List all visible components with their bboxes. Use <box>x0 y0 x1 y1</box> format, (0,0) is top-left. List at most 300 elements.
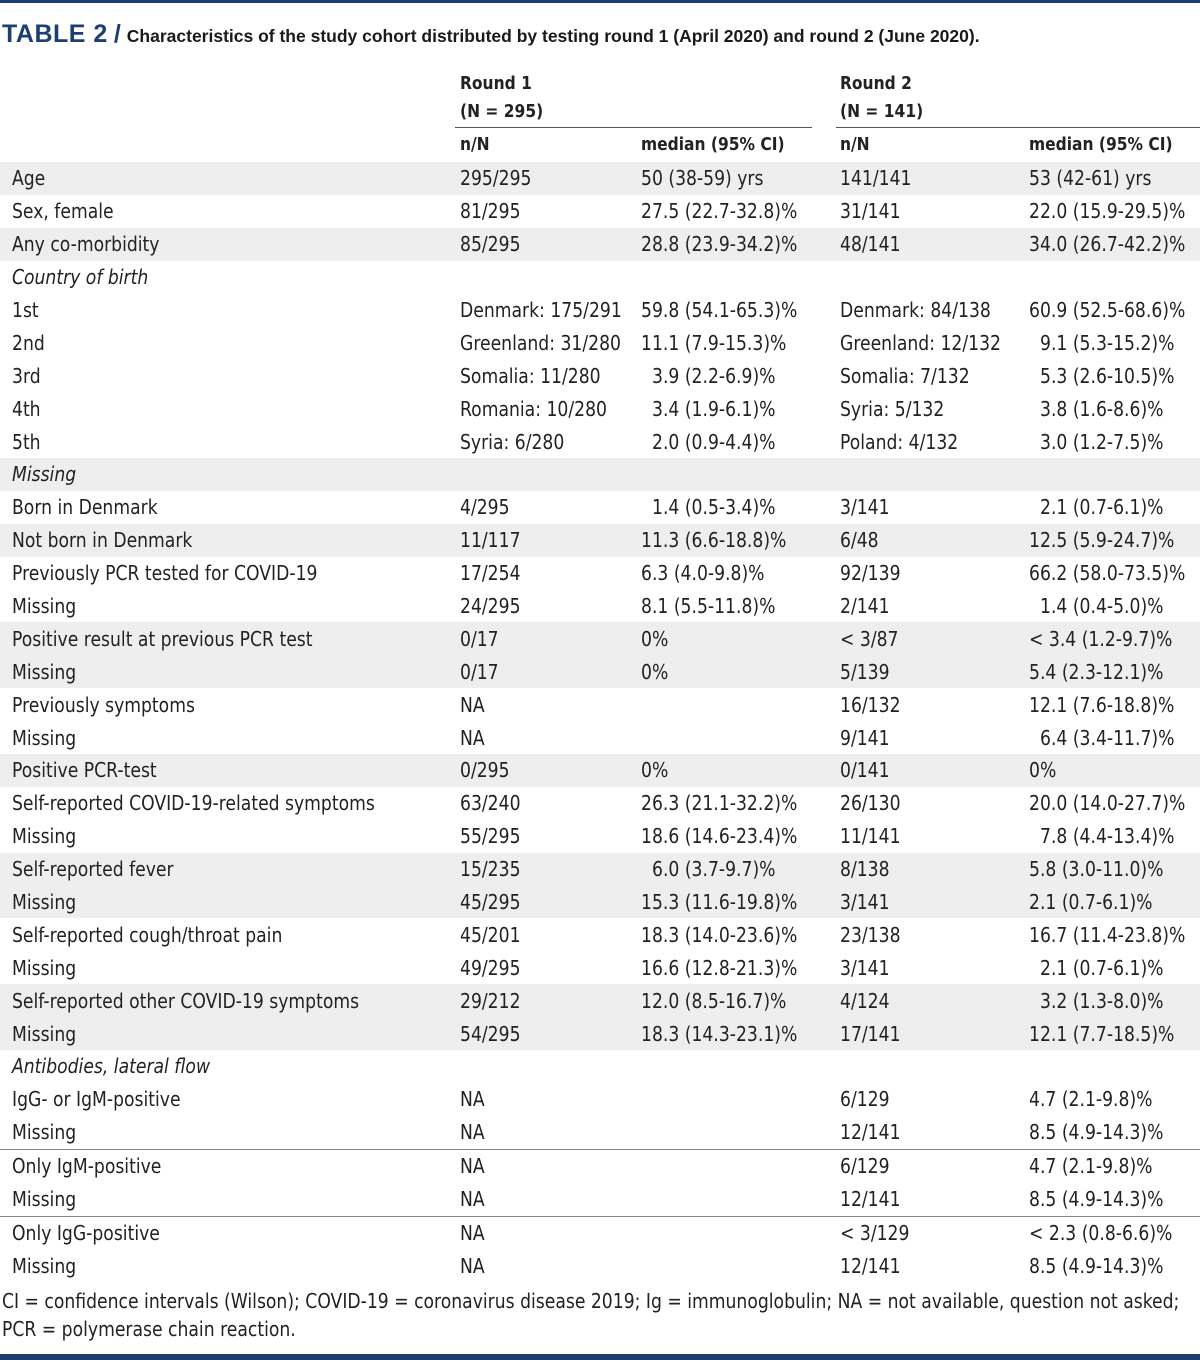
cell-row-label <box>0 1083 460 1116</box>
cell-row-label <box>0 425 460 458</box>
table-row <box>0 951 1200 984</box>
cell-round1-median <box>641 261 839 294</box>
round2-median-text: 34.0 (26.7-42.2)% <box>1029 232 1186 257</box>
cell-round2-count <box>839 491 1029 524</box>
round1-median-text: 16.6 (12.8-21.3)% <box>641 955 798 980</box>
cell-round2-count <box>839 853 1029 886</box>
round2-count-text: < 3/129 <box>840 1220 910 1245</box>
round2-median-text: 5.3 (2.6-10.5)% <box>1040 363 1175 388</box>
cell-round1-count <box>460 1183 641 1216</box>
round1-count-text: 4/295 <box>460 495 510 520</box>
cell-round1-median <box>641 228 839 261</box>
row-label-text: Self-reported COVID-19-related symptoms <box>12 791 375 816</box>
round2-count-text: 8/138 <box>840 857 890 882</box>
row-label-text: Missing <box>12 1021 77 1046</box>
cell-round1-count <box>460 984 641 1017</box>
cell-round1-count <box>460 359 641 392</box>
table-row <box>0 1050 1200 1083</box>
round2-n: (N = 141) <box>840 101 924 122</box>
table-row <box>0 392 1200 425</box>
caption-slash: / <box>113 20 121 48</box>
cell-round2-count <box>839 195 1029 228</box>
cell-round2-count <box>839 162 1029 195</box>
cell-round2-count <box>839 918 1029 951</box>
cell-round1-median <box>641 1017 839 1050</box>
round2-median-text: 3.0 (1.2-7.5)% <box>1040 429 1164 454</box>
row-label-text: Previously symptoms <box>12 692 195 717</box>
round2-count-text: < 3/87 <box>840 626 899 651</box>
cell-round2-count <box>839 228 1029 261</box>
cell-round2-count <box>839 886 1029 919</box>
round2-count-text: 4/124 <box>840 988 890 1013</box>
cell-row-label <box>0 886 460 919</box>
round1-median-text: 26.3 (21.1-32.2)% <box>641 791 798 816</box>
cell-round1-count <box>460 1149 641 1182</box>
cell-round2-median <box>1029 359 1200 392</box>
round2-median-text: 8.5 (4.9-14.3)% <box>1029 1120 1164 1145</box>
cell-round1-median <box>641 853 839 886</box>
cell-round2-median <box>1029 1050 1200 1083</box>
round1-median-text: 11.1 (7.9-15.3)% <box>641 330 787 355</box>
round2-median-text: 60.9 (52.5-68.6)% <box>1029 298 1186 322</box>
cell-round2-count <box>839 820 1029 853</box>
round2-median-text: 4.7 (2.1-9.8)% <box>1029 1087 1153 1112</box>
row-label-text: Not born in Denmark <box>12 528 193 553</box>
row-label-text: Any co-morbidity <box>12 232 160 257</box>
round2-count-text: 6/48 <box>840 528 879 553</box>
cell-row-label <box>0 162 460 195</box>
cell-round1-count <box>460 622 641 655</box>
cell-round2-count <box>839 261 1029 294</box>
cohort-table <box>0 162 1200 1282</box>
cell-row-label <box>0 458 460 491</box>
row-label-text: Born in Denmark <box>12 495 158 520</box>
cell-round2-count <box>839 1183 1029 1216</box>
row-label-text: Missing <box>12 462 77 487</box>
round1-median-text: 3.4 (1.9-6.1)% <box>652 396 776 421</box>
cell-row-label <box>0 1183 460 1216</box>
round2-median-text: 5.8 (3.0-11.0)% <box>1029 857 1164 882</box>
round1-median-text: 50 (38-59) yrs <box>641 166 764 191</box>
cell-round2-median <box>1029 294 1200 327</box>
cell-round2-median <box>1029 655 1200 688</box>
round1-median-text: 0% <box>641 626 669 651</box>
cell-row-label <box>0 261 460 294</box>
round2-median-text: < 2.3 (0.8-6.6)% <box>1029 1220 1173 1245</box>
cell-round1-count <box>460 820 641 853</box>
cell-round1-count <box>460 754 641 787</box>
round1-count-text: NA <box>460 1187 485 1212</box>
row-label-text: 1st <box>12 298 39 322</box>
cell-round1-median <box>641 557 839 590</box>
cell-row-label <box>0 984 460 1017</box>
round1-count-text: NA <box>460 1253 485 1278</box>
round1-median-text: 3.9 (2.2-6.9)% <box>652 363 776 388</box>
cell-round2-count <box>839 524 1029 557</box>
round2-median-text: 5.4 (2.3-12.1)% <box>1029 659 1164 684</box>
round1-count-text: 11/117 <box>460 528 521 553</box>
cell-round2-count <box>839 1249 1029 1282</box>
round1-count-text: Syria: 6/280 <box>460 429 565 454</box>
cell-round2-median <box>1029 688 1200 721</box>
round1-median-text: 18.3 (14.3-23.1)% <box>641 1021 798 1046</box>
round2-count-text: 141/141 <box>840 166 912 191</box>
row-label-text: Antibodies, lateral flow <box>12 1054 211 1079</box>
cell-round1-median <box>641 491 839 524</box>
cell-round2-median <box>1029 622 1200 655</box>
cell-round1-count <box>460 1017 641 1050</box>
row-label-text: Only IgM-positive <box>12 1154 162 1179</box>
round2-median-text: 12.1 (7.6-18.8)% <box>1029 692 1175 717</box>
cell-round2-median <box>1029 886 1200 919</box>
cell-round1-median <box>641 1216 839 1249</box>
table-row <box>0 590 1200 623</box>
table-row <box>0 524 1200 557</box>
cell-round1-count <box>460 655 641 688</box>
cell-round2-count <box>839 984 1029 1017</box>
round1-count-text: 55/295 <box>460 824 521 849</box>
cell-row-label <box>0 195 460 228</box>
round2-median-text: 1.4 (0.4-5.0)% <box>1040 594 1164 619</box>
cell-round2-median <box>1029 754 1200 787</box>
row-label-text: Country of birth <box>12 265 149 290</box>
round1-count-text: NA <box>460 1220 485 1245</box>
round2-count-text: Greenland: 12/132 <box>840 330 1002 355</box>
cell-round2-count <box>839 392 1029 425</box>
table-row <box>0 754 1200 787</box>
row-label-text: Only IgG-positive <box>12 1220 160 1245</box>
round1-median-text: 12.0 (8.5-16.7)% <box>641 988 787 1013</box>
round2-count-text: 3/141 <box>840 890 890 915</box>
cell-round1-median <box>641 162 839 195</box>
round1-median-text: 0% <box>641 659 669 684</box>
cell-round1-median <box>641 951 839 984</box>
cell-row-label <box>0 1050 460 1083</box>
round1-count-text: NA <box>460 725 485 750</box>
round1-count-text: 85/295 <box>460 232 521 257</box>
cell-round1-median <box>641 195 839 228</box>
round2-count-text: 12/141 <box>840 1187 901 1212</box>
table-row <box>0 294 1200 327</box>
round1-count-text: 49/295 <box>460 955 521 980</box>
round2-median-text: 6.4 (3.4-11.7)% <box>1040 725 1175 750</box>
table-footnote: CI = confidence intervals (Wilson); COVID-19 = coronavirus disease 2019; Ig = immunoglobulin; NA = not available, question not asked; PCR = polymerase chain reaction. <box>2 1289 1180 1341</box>
cell-row-label <box>0 590 460 623</box>
cell-round1-count <box>460 918 641 951</box>
round1-median-text: 15.3 (11.6-19.8)% <box>641 890 798 915</box>
row-label-text: Missing <box>12 1253 77 1278</box>
cell-round1-count <box>460 853 641 886</box>
row-label-text: 5th <box>12 429 41 454</box>
row-label-text: Self-reported cough/throat pain <box>12 922 283 947</box>
row-label-text: Positive PCR-test <box>12 758 157 783</box>
cell-round1-count <box>460 886 641 919</box>
cell-row-label <box>0 820 460 853</box>
cell-round2-count <box>839 951 1029 984</box>
round2-title: Round 2 <box>840 73 912 94</box>
cell-round2-count <box>839 1216 1029 1249</box>
cell-round2-median <box>1029 458 1200 491</box>
cell-round2-median <box>1029 392 1200 425</box>
cell-round2-count <box>839 425 1029 458</box>
round1-median-text: 1.4 (0.5-3.4)% <box>652 495 776 520</box>
cell-round2-count <box>839 1116 1029 1149</box>
row-label-text: 4th <box>12 396 41 421</box>
cell-round1-count <box>460 721 641 754</box>
round1-median-text: 8.1 (5.5-11.8)% <box>641 594 776 619</box>
cell-round1-median <box>641 359 839 392</box>
cell-round2-median <box>1029 918 1200 951</box>
table-row <box>0 853 1200 886</box>
round1-count-text: Greenland: 31/280 <box>460 330 622 355</box>
cell-round2-count <box>839 1083 1029 1116</box>
cell-row-label <box>0 326 460 359</box>
table-row <box>0 425 1200 458</box>
cell-round1-median <box>641 886 839 919</box>
cell-row-label <box>0 1216 460 1249</box>
row-label-text: Missing <box>12 659 77 684</box>
row-label-text: 2nd <box>12 330 45 355</box>
cell-round1-count <box>460 1249 641 1282</box>
cell-row-label <box>0 721 460 754</box>
round2-count-text: 31/141 <box>840 199 901 224</box>
round1-median-text: 27.5 (22.7-32.8)% <box>641 199 798 224</box>
cell-row-label <box>0 294 460 327</box>
cell-round1-median <box>641 1083 839 1116</box>
table-row <box>0 787 1200 820</box>
round1-count-text: NA <box>460 1154 485 1179</box>
cell-round1-count <box>460 1050 641 1083</box>
cell-round1-median <box>641 458 839 491</box>
cell-round2-median <box>1029 721 1200 754</box>
cell-round1-median <box>641 721 839 754</box>
round2-median-text: 12.5 (5.9-24.7)% <box>1029 528 1175 553</box>
cell-round1-median <box>641 655 839 688</box>
round2-median-text: 8.5 (4.9-14.3)% <box>1029 1253 1164 1278</box>
cell-row-label <box>0 688 460 721</box>
round2-count-text: 11/141 <box>840 824 901 849</box>
cell-round1-median <box>641 590 839 623</box>
table-row <box>0 359 1200 392</box>
round1-median-text: 28.8 (23.9-34.2)% <box>641 232 798 257</box>
cell-row-label <box>0 1017 460 1050</box>
round2-count-text: 0/141 <box>840 758 890 783</box>
round1-count-text: 63/240 <box>460 791 521 816</box>
round1-n: (N = 295) <box>460 101 544 122</box>
round1-count-text: 0/295 <box>460 758 510 783</box>
cell-round2-median <box>1029 853 1200 886</box>
table-row <box>0 655 1200 688</box>
round1-count-text: 15/235 <box>460 857 521 882</box>
table-row <box>0 491 1200 524</box>
round1-median-text: 59.8 (54.1-65.3)% <box>641 298 798 322</box>
cell-row-label <box>0 951 460 984</box>
cell-round1-median <box>641 787 839 820</box>
row-label-text: Missing <box>12 725 77 750</box>
table-row <box>0 688 1200 721</box>
cell-round1-count <box>460 228 641 261</box>
cell-round1-count <box>460 1116 641 1149</box>
row-label-text: Age <box>12 166 46 191</box>
round1-median-text: 0% <box>641 758 669 783</box>
round1-count-text: NA <box>460 1087 485 1112</box>
cell-round1-count <box>460 590 641 623</box>
cell-row-label <box>0 228 460 261</box>
row-label-text: Previously PCR tested for COVID-19 <box>12 561 318 586</box>
table-row <box>0 984 1200 1017</box>
cell-round1-count <box>460 787 641 820</box>
table-row <box>0 1183 1200 1216</box>
bottom-rule <box>0 1354 1200 1360</box>
cell-round2-median <box>1029 1183 1200 1216</box>
table-row <box>0 721 1200 754</box>
round2-count-text: 16/132 <box>840 692 901 717</box>
round1-median-text: 11.3 (6.6-18.8)% <box>641 528 787 553</box>
round2-median-text: 8.5 (4.9-14.3)% <box>1029 1187 1164 1212</box>
round2-count-text: Syria: 5/132 <box>840 396 945 421</box>
cell-round1-median <box>641 392 839 425</box>
cell-round2-count <box>839 721 1029 754</box>
cell-row-label <box>0 557 460 590</box>
table-caption <box>2 20 980 49</box>
cell-round2-median <box>1029 1017 1200 1050</box>
table-row <box>0 1083 1200 1116</box>
cell-round1-median <box>641 918 839 951</box>
cell-round2-count <box>839 557 1029 590</box>
cell-round2-median <box>1029 1149 1200 1182</box>
cell-round2-count <box>839 1050 1029 1083</box>
cell-round2-median <box>1029 1116 1200 1149</box>
cell-round2-median <box>1029 1083 1200 1116</box>
round2-count-text: 12/141 <box>840 1253 901 1278</box>
round1-count-text: 0/17 <box>460 659 499 684</box>
table-row <box>0 195 1200 228</box>
table-row <box>0 886 1200 919</box>
table-row <box>0 228 1200 261</box>
cell-round1-count <box>460 261 641 294</box>
round1-count-text: 295/295 <box>460 166 532 191</box>
cell-round2-median <box>1029 557 1200 590</box>
round1-median-text: 6.3 (4.0-9.8)% <box>641 561 765 586</box>
table-row <box>0 326 1200 359</box>
round2-median-text: 4.7 (2.1-9.8)% <box>1029 1154 1153 1179</box>
cell-round1-median <box>641 820 839 853</box>
cell-round2-count <box>839 1017 1029 1050</box>
row-label-text: Missing <box>12 955 77 980</box>
round1-count-text: 17/254 <box>460 561 521 586</box>
cell-round2-median <box>1029 951 1200 984</box>
caption-text: Characteristics of the study cohort distributed by testing round 1 (April 2020) and round 2 (June 2020). <box>126 26 980 46</box>
row-label-text: Positive result at previous PCR test <box>12 626 313 651</box>
cell-round2-median <box>1029 1216 1200 1249</box>
table-row <box>0 622 1200 655</box>
round2-median-text: 22.0 (15.9-29.5)% <box>1029 199 1186 224</box>
round2-median-text: 2.1 (0.7-6.1)% <box>1040 955 1164 980</box>
round2-median-text: 3.8 (1.6-8.6)% <box>1040 396 1164 421</box>
cell-round2-median <box>1029 491 1200 524</box>
row-label-text: Missing <box>12 824 77 849</box>
round2-count-text: 6/129 <box>840 1087 890 1112</box>
round2-median-text: < 3.4 (1.2-9.7)% <box>1029 626 1173 651</box>
row-label-text: Self-reported fever <box>12 857 174 882</box>
cell-row-label <box>0 655 460 688</box>
cell-round2-median <box>1029 425 1200 458</box>
table-row <box>0 1116 1200 1149</box>
row-label-text: Missing <box>12 594 77 619</box>
cell-row-label <box>0 918 460 951</box>
row-label-text: Missing <box>12 890 77 915</box>
round2-median-text: 12.1 (7.7-18.5)% <box>1029 1021 1175 1046</box>
cell-round1-median <box>641 1183 839 1216</box>
round1-count-text: 81/295 <box>460 199 521 224</box>
row-label-text: Sex, female <box>12 199 114 224</box>
round2-count-text: 2/141 <box>840 594 890 619</box>
cell-round1-median <box>641 1249 839 1282</box>
cell-round2-median <box>1029 820 1200 853</box>
table-row <box>0 1017 1200 1050</box>
table-row <box>0 261 1200 294</box>
cell-round1-median <box>641 754 839 787</box>
cell-round2-count <box>839 294 1029 327</box>
round2-count-text: 23/138 <box>840 922 901 947</box>
cell-round1-count <box>460 195 641 228</box>
cell-row-label <box>0 1116 460 1149</box>
cell-row-label <box>0 524 460 557</box>
round1-title: Round 1 <box>460 73 532 94</box>
table-row <box>0 458 1200 491</box>
cell-round1-median <box>641 524 839 557</box>
cell-round1-median <box>641 622 839 655</box>
round2-count-text: 26/130 <box>840 791 901 816</box>
round1-count-text: 45/295 <box>460 890 521 915</box>
cell-row-label <box>0 359 460 392</box>
cell-round1-count <box>460 294 641 327</box>
round2-count-text: Denmark: 84/138 <box>840 298 991 322</box>
round2-rule <box>836 127 1200 128</box>
cell-round1-count <box>460 458 641 491</box>
cell-row-label <box>0 392 460 425</box>
cell-round2-median <box>1029 590 1200 623</box>
cell-round1-count <box>460 162 641 195</box>
cell-round1-median <box>641 1116 839 1149</box>
col-header-r1-median: median (95% CI) <box>641 134 785 155</box>
cell-round2-count <box>839 590 1029 623</box>
cell-round2-count <box>839 326 1029 359</box>
cell-round2-count <box>839 458 1029 491</box>
round2-count-text: 48/141 <box>840 232 901 257</box>
cell-round2-median <box>1029 261 1200 294</box>
row-label-text: 3rd <box>12 363 41 388</box>
cell-round2-count <box>839 359 1029 392</box>
round2-median-text: 3.2 (1.3-8.0)% <box>1040 988 1164 1013</box>
cell-round2-median <box>1029 984 1200 1017</box>
cell-round1-count <box>460 1216 641 1249</box>
round1-count-text: 0/17 <box>460 626 499 651</box>
round1-count-text: Romania: 10/280 <box>460 396 607 421</box>
table-body <box>0 162 1200 1282</box>
cell-round2-median <box>1029 162 1200 195</box>
cell-row-label <box>0 622 460 655</box>
round2-median-text: 2.1 (0.7-6.1)% <box>1029 890 1153 915</box>
cell-round2-median <box>1029 1249 1200 1282</box>
cell-row-label <box>0 1149 460 1182</box>
cell-round1-count <box>460 557 641 590</box>
round1-count-text: 29/212 <box>460 988 521 1013</box>
cell-round1-count <box>460 951 641 984</box>
row-label-text: Missing <box>12 1187 77 1212</box>
cell-round1-count <box>460 688 641 721</box>
round1-rule <box>455 127 812 128</box>
